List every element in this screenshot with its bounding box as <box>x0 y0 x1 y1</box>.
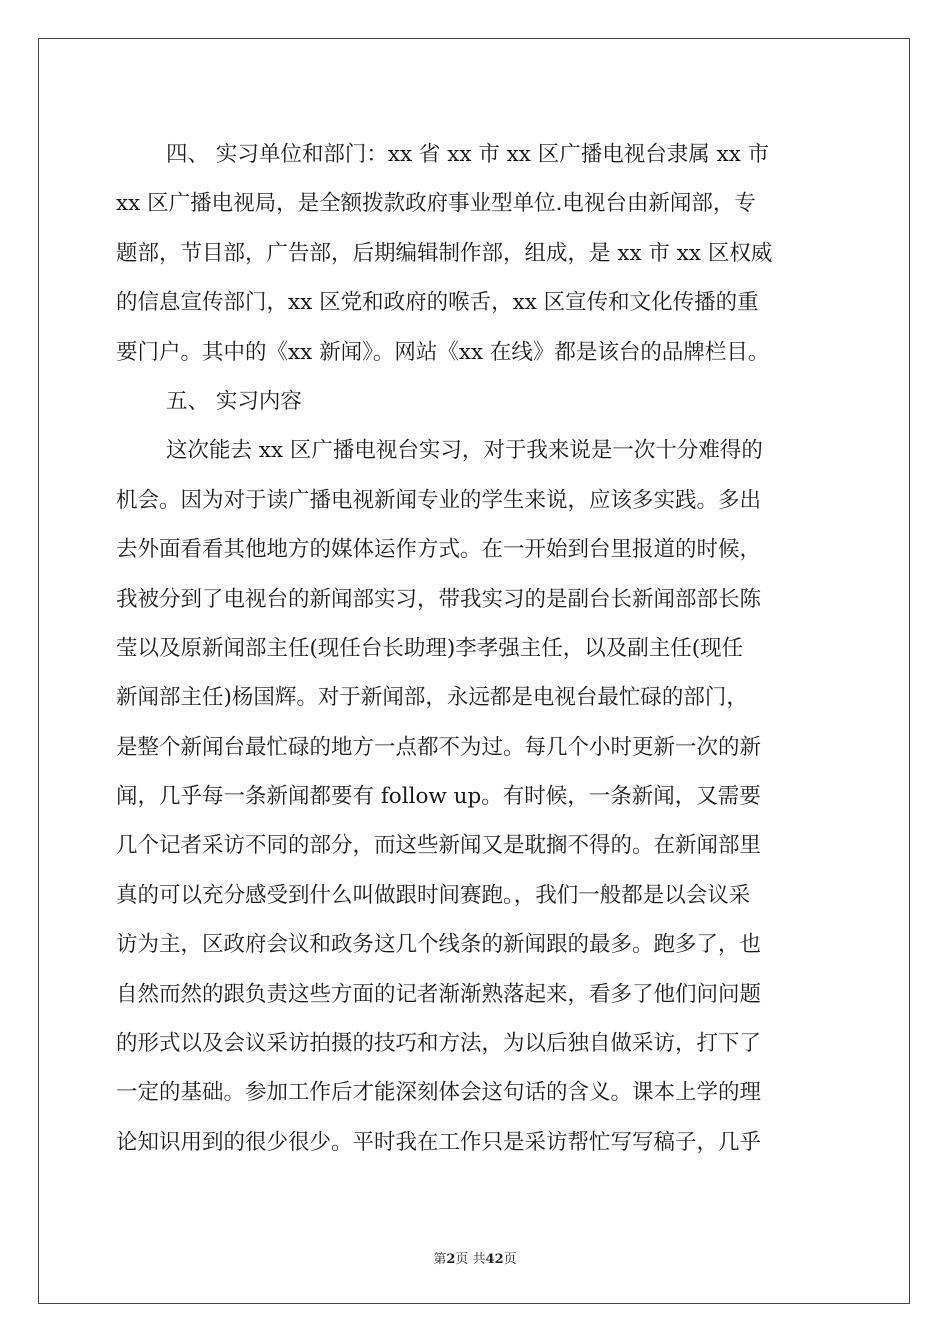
document-body <box>116 130 836 1167</box>
text-line: 莹以及原新闻部主任(现任台长助理)李孝强主任，以及副主任(现任 <box>116 635 744 661</box>
footer-suffix: 页 <box>503 1252 517 1267</box>
page-footer <box>0 1248 950 1267</box>
text-line: 机会。因为对于读广播电视新闻专业的学生来说，应该多实践。多出 <box>116 487 762 513</box>
section-heading: 五、 实习内容 <box>166 388 302 414</box>
text-line: 论知识用到的很少很少。平时我在工作只是采访帮忙写写稿子，几乎 <box>116 1129 762 1155</box>
text-line: 是整个新闻台最忙碌的地方一点都不为过。每几个小时更新一次的新 <box>116 734 762 760</box>
text-line: 闻，几乎每一条新闻都要有 follow up。有时候，一条新闻，又需要 <box>116 784 761 810</box>
text-line: xx 区广播电视局，是全额拨款政府事业型单位.电视台由新闻部，专 <box>116 191 756 217</box>
text-line: 去外面看看其他地方的媒体运作方式。在一开始到台里报道的时候， <box>116 537 762 563</box>
text-line: 访为主，区政府会议和政务这几个线条的新闻跟的最多。跑多了，也 <box>116 932 762 958</box>
text-line: 一定的基础。参加工作后才能深刻体会这句话的含义。课本上学的理 <box>116 1080 762 1106</box>
text-line: 自然而然的跟负责这些方面的记者渐渐熟落起来，看多了他们问问题 <box>116 981 762 1007</box>
footer-prefix: 第 <box>433 1252 447 1267</box>
text-line: 几个记者采访不同的部分，而这些新闻又是耽搁不得的。在新闻部里 <box>116 833 762 859</box>
text-line: 真的可以充分感受到什么叫做跟时间赛跑。，我们一般都是以会议采 <box>116 882 751 908</box>
text-line: 这次能去 xx 区广播电视台实习，对于我来说是一次十分难得的 <box>166 438 763 464</box>
total-page-count: 42 <box>485 1252 504 1267</box>
text-line: 要门户。其中的《xx 新闻》。网站《xx 在线》都是该台的品牌栏目。 <box>116 339 770 365</box>
current-page-number: 2 <box>446 1252 456 1267</box>
text-line: 题部，节目部，广告部，后期编辑制作部，组成，是 xx 市 xx 区权威 <box>116 240 773 266</box>
text-line: 的形式以及会议采访拍摄的技巧和方法，为以后独自做采访，打下了 <box>116 1031 762 1057</box>
text-line: 的信息宣传部门，xx 区党和政府的喉舌，xx 区宣传和文化传播的重 <box>116 290 759 316</box>
text-line: 新闻部主任)杨国辉。对于新闻部，永远都是电视台最忙碌的部门， <box>116 685 748 711</box>
footer-mid: 页 共 <box>455 1252 486 1267</box>
text-line: 四、 实习单位和部门：xx 省 xx 市 xx 区广播电视台隶属 xx 市 <box>166 142 770 167</box>
text-line: 我被分到了电视台的新闻部实习，带我实习的是副台长新闻部部长陈 <box>116 586 762 612</box>
